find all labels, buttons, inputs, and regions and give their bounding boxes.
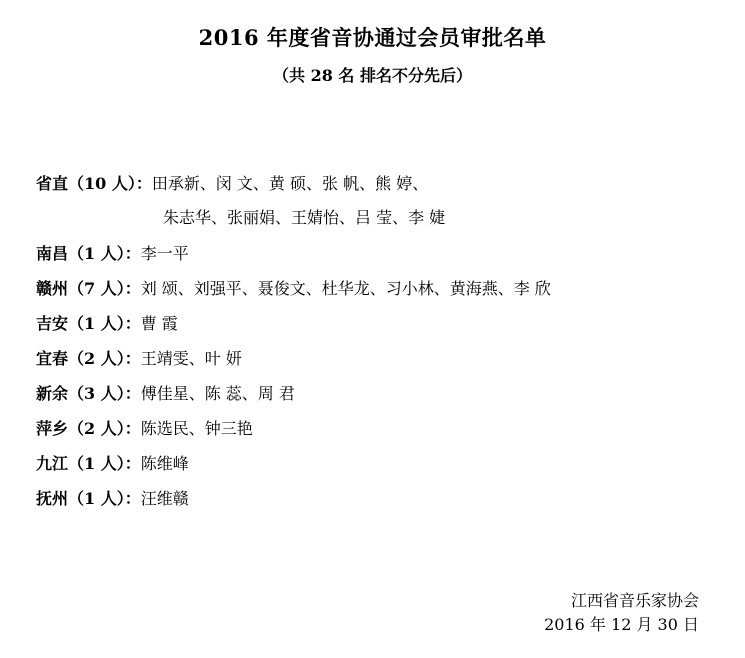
region-label: 赣州（7 人）： [36, 279, 141, 298]
group-row-pingxiang [36, 417, 253, 441]
region-label: 南昌（1 人）： [36, 244, 141, 263]
region-label: 萍乡（2 人）： [36, 419, 141, 438]
document-subtitle: （共 28 名 排名不分先后） [273, 66, 472, 85]
member-names: 曹 霞 [140, 314, 178, 333]
group-row-shengzhi-continued: 朱志华、张丽娟、王婧怡、吕 莹、李 婕 [163, 208, 446, 227]
region-label: 省直（10 人）： [36, 174, 152, 193]
member-names: 王靖雯、叶 妍 [140, 349, 242, 368]
group-row-yichun [36, 347, 242, 371]
region-label: 九江（1 人）： [36, 454, 141, 473]
group-row-jiujiang [36, 452, 189, 476]
member-names: 李一平 [140, 244, 189, 263]
group-row-nanchang [36, 242, 189, 266]
group-row-fuzhou [36, 487, 189, 511]
signature-date: 2016 年 12 月 30 日 [544, 615, 699, 634]
group-row-ganzhou [36, 277, 551, 301]
region-label: 新余（3 人）： [36, 384, 141, 403]
group-row-jian [36, 312, 178, 336]
group-row-xinyu [36, 382, 295, 406]
member-names: 傅佳星、陈 蕊、周 君 [140, 384, 295, 403]
member-names: 刘 颂、刘强平、聂俊文、杜华龙、习小林、黄海燕、李 欣 [140, 279, 551, 298]
member-names: 陈维峰 [140, 454, 189, 473]
member-names: 陈选民、钟三艳 [140, 419, 253, 438]
member-names: 汪维赣 [140, 489, 189, 508]
member-names: 田承新、闵 文、黄 硕、张 帆、熊 婷、 [151, 174, 429, 193]
document-title: 2016 年度省音协通过会员审批名单 [198, 25, 547, 50]
region-label: 吉安（1 人）： [36, 314, 141, 333]
group-row-shengzhi [36, 172, 428, 196]
region-label: 宜春（2 人）： [36, 349, 141, 368]
signature-organization: 江西省音乐家协会 [570, 591, 699, 610]
region-label: 抚州（1 人）： [36, 489, 141, 508]
